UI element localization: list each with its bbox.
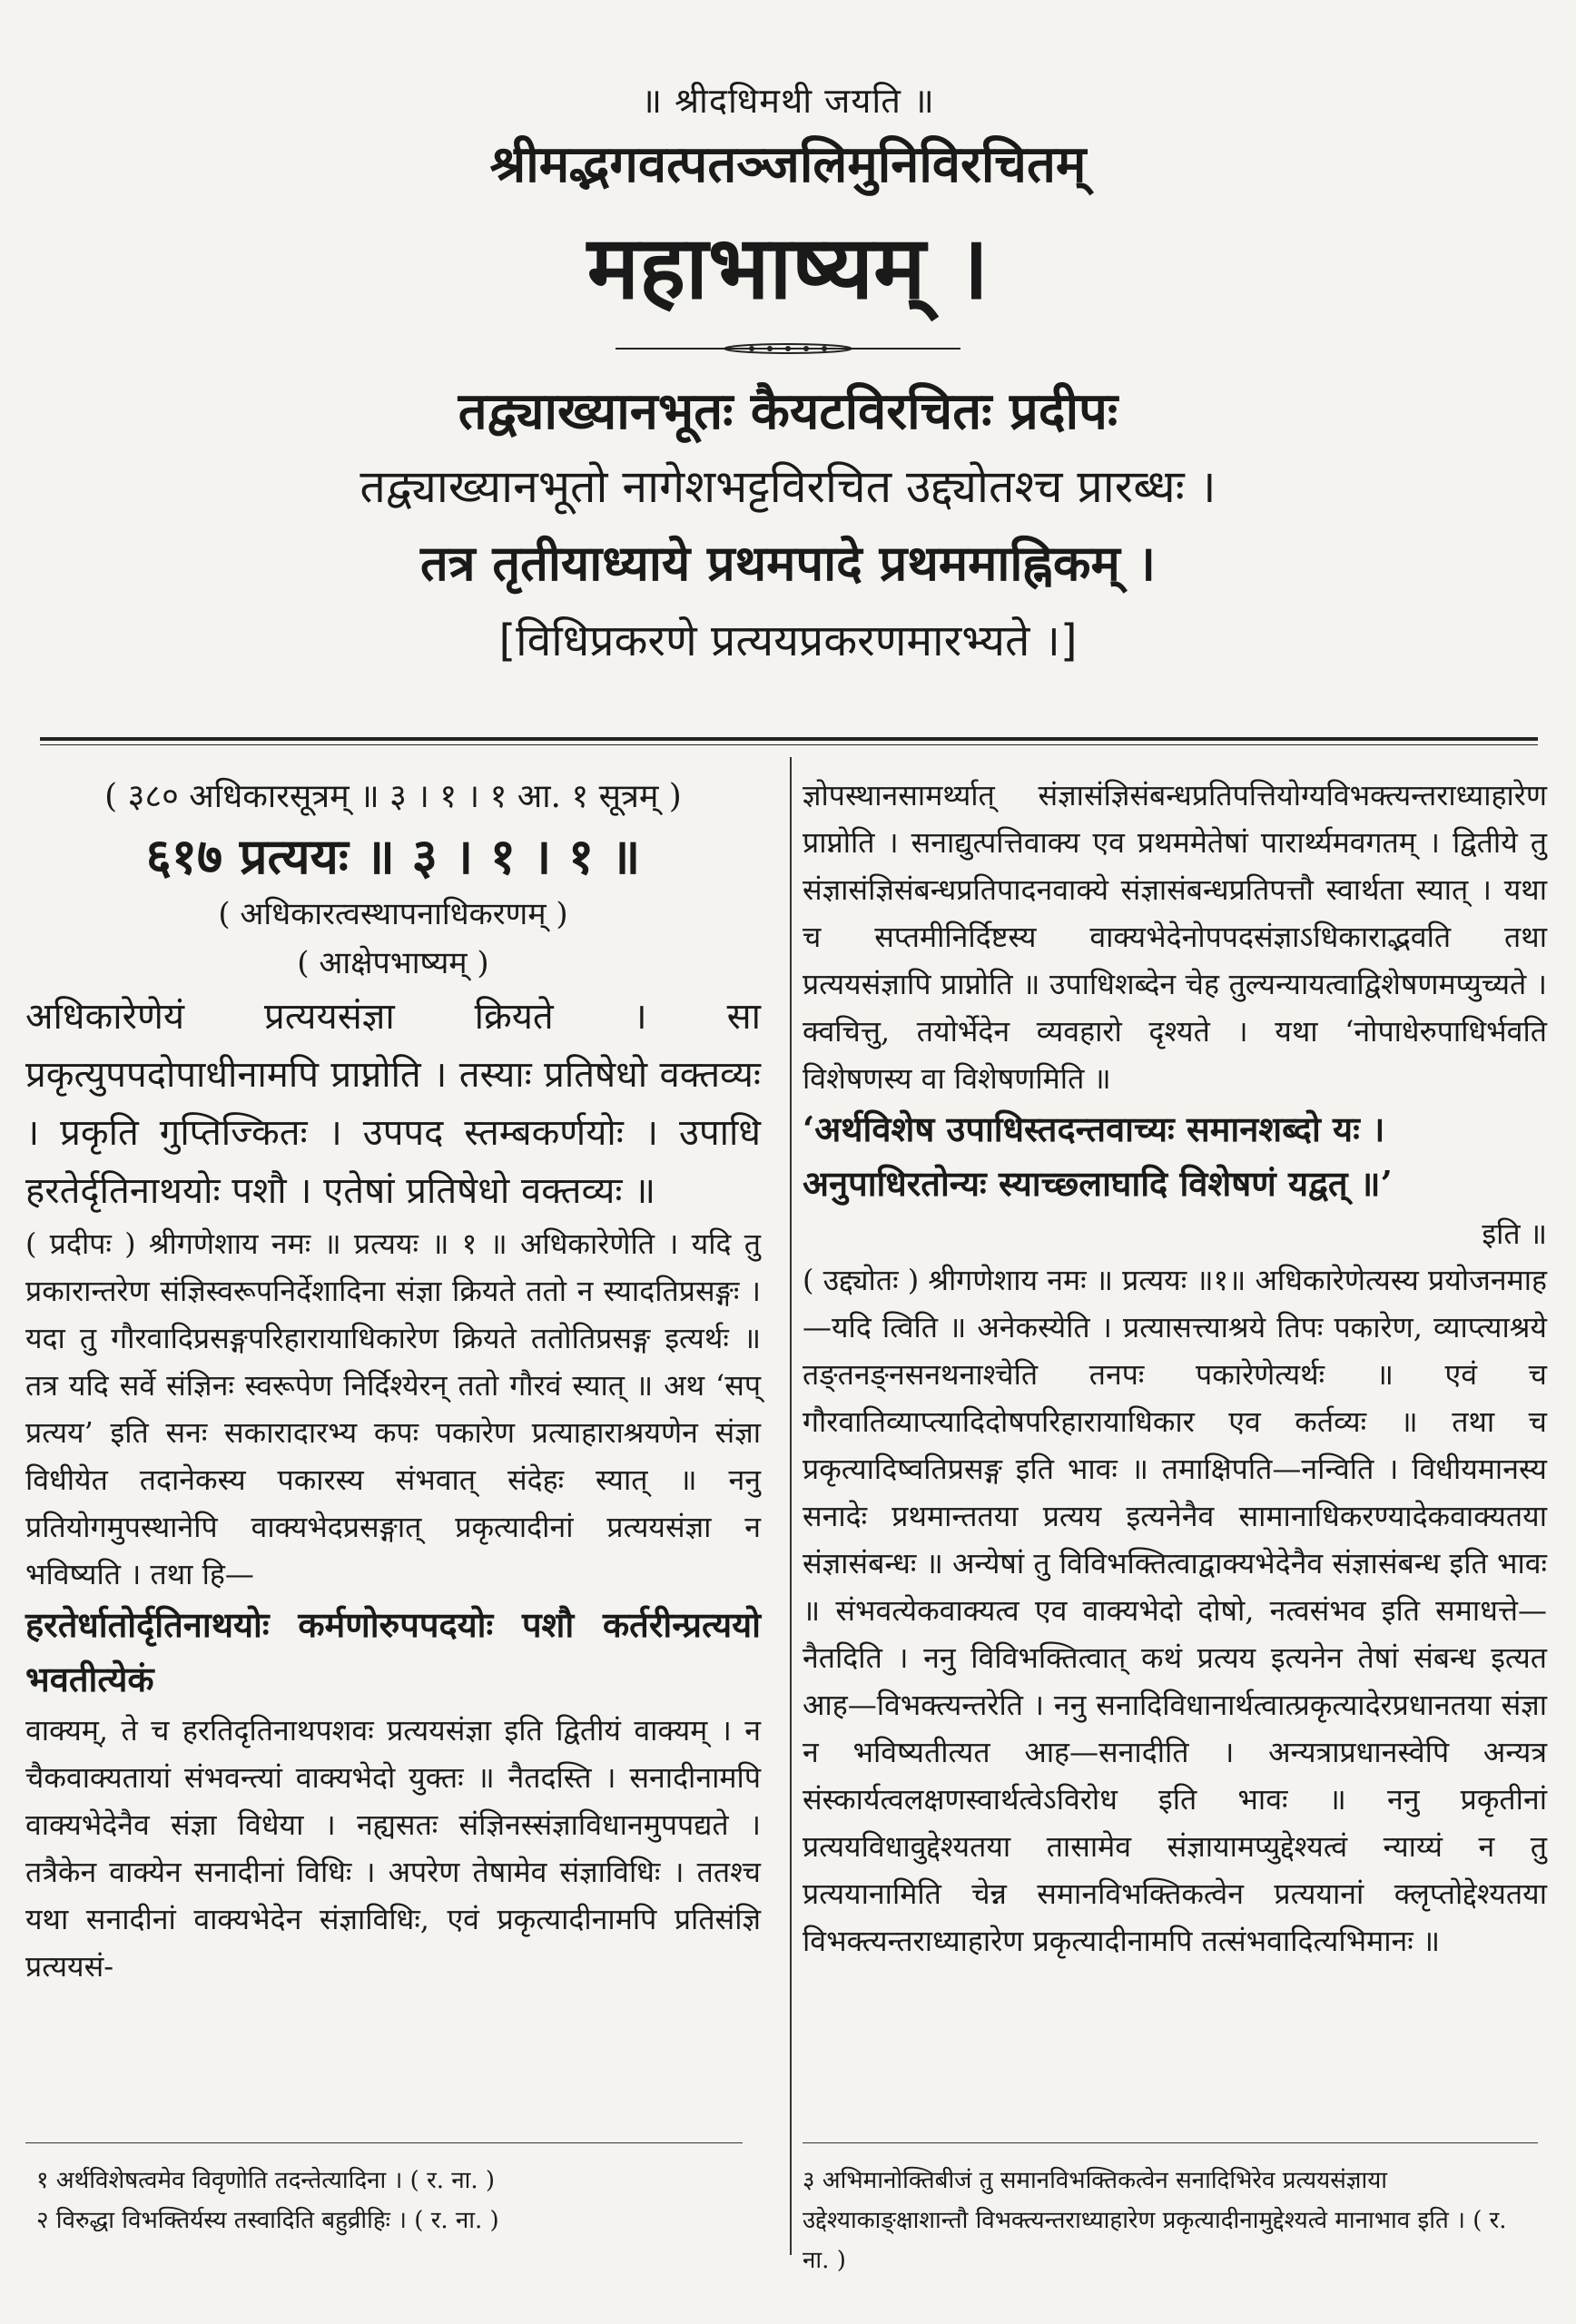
sutra-heading: ६१७ प्रत्ययः ॥ ३ । १ । १ ॥ — [145, 827, 641, 885]
pradipa-bold-text: हरतेर्धातोर्दृतिनाथयोः कर्मणोरुपपदयोः पशौ कर्तरीन्प्रत्ययो भवतीत्येकं — [25, 1604, 761, 1699]
footnote-3: ३ अभिमानोक्तिबीजं तु समानविभक्तिकत्वेन सनादिभिरेव प्रत्ययसंज्ञाया उद्देश्याकाङ्क्षाशान्तौ विभक्त्यन्तराध्याहारेण प्रकृत्यादीनामुद्देश्यत्वे मानाभाव इति । ( र. ना. ) — [803, 2167, 1507, 2274]
adhikarana-label: ( अधिकारत्वस्थापनाधिकरणम् ) — [218, 896, 568, 932]
footnote-2: २ विरुद्धा विभक्तिर्यस्य तस्वादिति बहुव्रीहिः । ( र. ना. ) — [36, 2207, 499, 2234]
footnotes-left — [36, 2161, 754, 2240]
sutra-reference: ( ३८० अधिकारसूत्रम् ॥ ३ । १ । १ आ. १ सूत्रम् ) — [104, 778, 682, 815]
pradipa-continuation: वाक्यम्, ते च हरतिदृतिनाथपशवः प्रत्ययसंज्ञा इति द्वितीयं वाक्यम् । न चैकवाक्यतायां संभवन्त्यां वाक्यभेदो युक्तः ॥ नैतदस्ति । सनादीनामपि वाक्यभेदेनैव संज्ञा विधेया । नह्यसतः संज्ञिनस्संज्ञाविधानमुपपद्यते । तत्रैकेन वाक्येन सनादीनां विधिः । अपरेण तेषामेव संज्ञाविधिः । ततश्च यथा सनादीनां वाक्यभेदेन संज्ञाविधिः, एवं प्रकृत्यादीनामपि प्रतिसंज्ञि प्रत्ययसं- — [25, 1713, 761, 1984]
ornamental-divider — [616, 340, 960, 358]
verse-line-2: अनुपाधिरतोन्यः स्याच्छ्लाघादि विशेषणं यद्वत् ॥’ — [803, 1163, 1393, 1204]
footnotes-right — [803, 2161, 1538, 2280]
commentary-heading-2: तद्व्याख्यानभूतो नागेशभट्टविरचित उद्द्योतश्च प्रारब्धः । — [360, 460, 1216, 513]
footnote-1: १ अर्थविशेषत्वमेव विवृणोति तदन्तेत्यादिना । ( र. ना. ) — [36, 2167, 496, 2194]
author-subtitle: श्रीमद्भगवत्पतञ्जलिमुनिविरचितम् — [489, 135, 1087, 194]
akshepa-label: ( आक्षेपभाष्यम् ) — [297, 945, 489, 981]
column-divider — [790, 757, 792, 2255]
left-column — [25, 772, 761, 1990]
section-heading: तत्र तृतीयाध्याये प्रथमपादे प्रथममाह्निकम् । — [419, 535, 1157, 592]
bracket-heading: [विधिप्रकरणे प्रत्ययप्रकरणमारभ्यते ।] — [498, 615, 1078, 666]
footnote-rule-left — [25, 2142, 743, 2143]
commentary-heading-1: तद्व्याख्यानभूतः कैयटविरचितः प्रदीपः — [458, 382, 1118, 441]
pradipa-text: ( प्रदीपः ) श्रीगणेशाय नमः ॥ प्रत्ययः ॥ १ ॥ अधिकारेणेति । यदि तु प्रकारान्तरेण संज्ञिस्वरूपनिर्देशादिना संज्ञा क्रियते ततो न स्यादतिप्रसङ्गः । यदा तु गौरवादिप्रसङ्गपरिहारायाधिकारेण क्रियते ततोतिप्रसङ्ग इत्यर्थः ॥ तत्र यदि सर्वे संज्ञिनः स्वरूपेण निर्दिश्येरन् ततो गौरवं स्यात् ॥ अथ ‘सप् प्रत्यय’ इति सनः सकारादारभ्य कपः पकारेण प्रत्याहाराश्रयणेन संज्ञा विधीयेत तदानेकस्य पकारस्य संभवात् संदेहः स्यात् ॥ ननु प्रतियोगमुपस्थानेपि वाक्यभेदप्रसङ्गात् प्रकृत्यादीनां प्रत्ययसंज्ञा न भविष्यति । तथा हि— — [25, 1226, 761, 1591]
bhashya-text: अधिकारेणेयं प्रत्ययसंज्ञा क्रियते । सा प्रकृत्युपपदोपाधीनामपि प्राप्नोति । तस्याः प्रतिषेधो वक्तव्यः । प्रकृति गुप्तिज्कितः । उपपद स्तम्बकर्णयोः । उपाधि हरतेर्दृतिनाथयोः पशौ । एतेषां प्रतिषेधो वक्तव्यः ॥ — [25, 996, 761, 1212]
header-rule — [40, 737, 1538, 745]
page-header — [0, 73, 1576, 677]
footnote-rule-right — [803, 2142, 1538, 2143]
page-title: महाभाष्यम् । — [586, 217, 990, 319]
verse-end: इति ॥ — [1482, 1216, 1547, 1251]
uddyota-text: ( उद्द्योतः ) श्रीगणेशाय नमः ॥ प्रत्ययः ॥१॥ अधिकारेणेत्यस्य प्रयोजनमाह—यदि त्विति ॥ अनेकस्येति । प्रत्यासत्त्याश्रये तिपः पकारेण, व्याप्त्याश्रये तङ्तनङ्नसनथनाश्चेति तनपः पकारेणेत्यर्थः ॥ एवं च गौरवातिव्याप्त्यादिदोषपरिहारायाधिकार एव कर्तव्यः ॥ तथा च प्रकृत्यादिष्वतिप्रसङ्ग इति भावः ॥ तमाक्षिपति—नन्विति । विधीयमानस्य सनादेः प्रथमान्ततया प्रत्यय इत्यनेनैव सामानाधिकरण्यादेकवाक्यतया संज्ञासंबन्धः ॥ अन्येषां तु विविभक्तित्वाद्वाक्यभेदेनैव संज्ञासंबन्ध इति भावः ॥ संभवत्येकवाक्यत्व एव वाक्यभेदो दोषो, नत्वसंभव इति समाधत्ते—नैतदिति । ननु विविभक्तित्वात् कथं प्रत्यय इत्यनेन तेषां संबन्ध इत्यत आह—विभक्त्यन्तरेति । ननु सनादिविधानार्थत्वात्प्रकृत्यादेरप्रधानतया संज्ञा न भविष्यतीत्यत आह—सनादीति । अन्यत्राप्रधानस्वेपि अन्यत्र संस्कार्यत्वलक्षणस्वार्थत्वेऽविरोध इति भावः ॥ ननु प्रकृतीनां प्रत्ययविधावुद्देश्यतया तासामेव संज्ञायामप्युद्देश्यत्वं न्याय्यं न तु प्रत्ययानामिति चेन्न समानविभक्तिकत्वेन प्रत्ययानां क्लृप्तोद्देश्यतया विभक्त्यन्तराध्याहारेण प्रकृत्यादीनामपि तत्संभवादित्यभिमानः ॥ — [803, 1263, 1548, 1958]
right-column — [803, 772, 1547, 1965]
invocation-line: ॥ श्रीदधिमथी जयति ॥ — [641, 81, 935, 121]
verse-line-1: ‘अर्थविशेष उपाधिस्तदन्तवाच्यः समानशब्दो यः । — [803, 1108, 1385, 1149]
right-paragraph: ज्ञोपस्थानसामर्थ्यात् संज्ञासंज्ञिसंबन्धप्रतिपत्तियोग्यविभक्त्यन्तराध्याहारेण प्राप्नोति । सनाद्युत्पत्तिवाक्य एव प्रथममेतेषां पारार्थ्यमवगतम् । द्वितीये तु संज्ञासंज्ञिसंबन्धप्रतिपादनवाक्ये संज्ञासंबन्धप्रतिपत्तौ स्वार्थता स्यात् । यथा च सप्तमीनिर्दिष्टस्य वाक्यभेदेनोपपदसंज्ञाऽधिकाराद्भवति तथा प्रत्ययसंज्ञापि प्राप्नोति ॥ उपाधिशब्देन चेह तुल्यन्यायत्वाद्विशेषणमप्युच्यते । क्वचित्तु, तयोर्भेदेन व्यवहारो दृश्यते । यथा ‘नोपाधेरुपाधिर्भवति विशेषणस्य वा विशेषणमिति ॥ — [803, 778, 1547, 1096]
